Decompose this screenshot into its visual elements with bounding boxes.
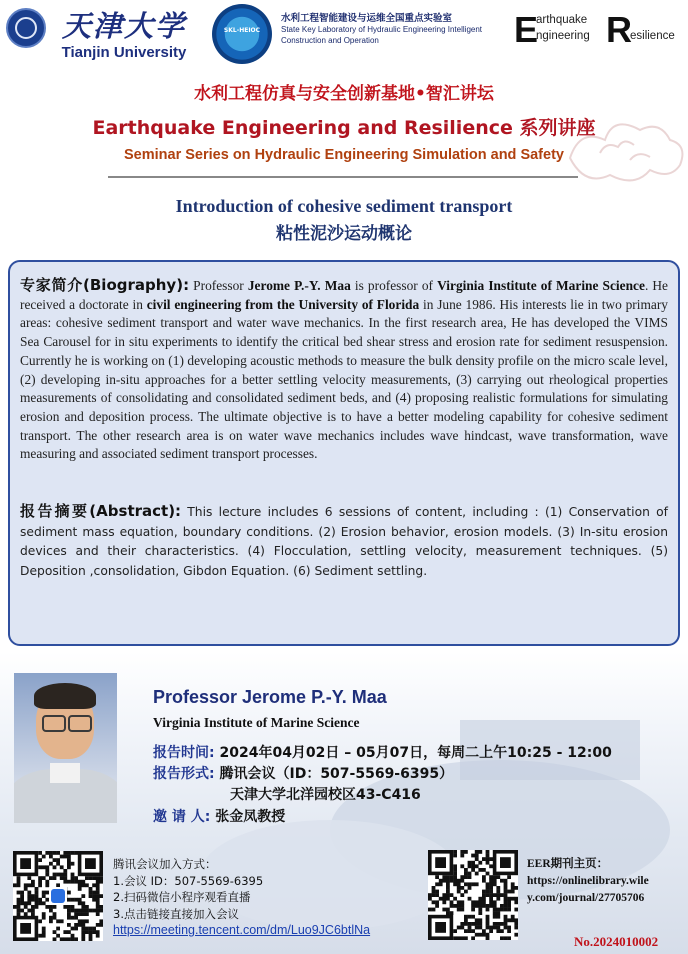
photo-glasses [68,715,92,732]
inviter-value: 张金凤教授 [210,809,286,825]
eer-logo-ngineering: ngineering [536,30,590,42]
lecture-venue: 天津大学北洋园校区43-C416 [230,787,421,803]
eer-logo-esilience: esilience [630,30,675,42]
talk-title-cn: 粘性泥沙运动概论 [276,224,412,244]
join-step-2: 2.扫码微信小程序观看直播 [113,890,251,904]
meeting-link[interactable]: https://meeting.tencent.com/dm/Luo9JC6btlNa [113,923,371,937]
eer-home-title: EER期刊主页： [527,858,609,870]
eer-journal-homepage [527,856,677,907]
poster-serial-number: No.2024010002 [574,934,659,949]
eer-logo-arthquake: arthquake [536,14,588,26]
lecture-format-value: 腾讯会议（ID：507-5569-6395） [214,766,454,782]
eer-home-link-2[interactable]: y.com/journal/27705706 [527,892,645,904]
state-key-lab-logo-icon [212,4,272,64]
abstract-text: This lecture includes 6 sessions of content, including : (1) Conservation of sediment mass equation, boundary conditions. (2) Erosion behavior, erosion models. (3) In-situ erosion devices and their characteristics. (4) Flocculation, settling velocity, measurement techniques. (5) Deposition ,consolidation, Gibdon Equation. (6) Sediment settling. [20,505,668,578]
photo-hair [34,683,96,709]
lecture-format-row [153,763,453,783]
eer-journal-qr-code-icon[interactable] [428,850,518,940]
university-name-en: Tianjin University [61,44,187,61]
lecture-time-row [153,742,612,762]
biography-text-2: is professor of [350,278,438,293]
biography-text-3: . He received a doctorate in [20,278,669,312]
biography-text-1: Professor [189,278,248,293]
eer-logo-e: E [514,9,539,50]
eer-logo-r: R [606,9,632,50]
join-step-1: 1.会议 ID：507-5569-6395 [113,873,264,888]
photo-collar [50,763,80,783]
series-title: Earthquake Engineering and Resilience 系列讲座 [92,117,596,139]
seminar-series-title: Seminar Series on Hydraulic Engineering Simulation and Safety [124,147,564,163]
photo-glasses [42,715,66,732]
tencent-meeting-qr-code-icon[interactable] [13,851,103,941]
abstract-paragraph [20,502,668,581]
join-instructions [113,856,263,922]
biography-degree: civil engineering from the University of Florida [146,296,420,312]
speaker-institution: Virginia Institute of Marine Science [153,715,360,730]
abstract-heading: 报告摘要(Abstract): [20,502,182,521]
forum-title: 水利工程仿真与安全创新基地•智汇讲坛 [194,84,494,104]
lab-logo-text: SKL-HEIOC [223,27,261,34]
biography-abstract-box [8,260,680,646]
lab-name-cn: 水利工程智能建设与运维全国重点实验室 [281,13,453,24]
university-name-cn: 天津大学 [61,9,186,43]
biography-speaker-name: Jerome P.-Y. Maa [247,278,351,293]
biography-text-4: in June 1986. His interests lie in two primary areas: cohesive sediment transport and water wave mechanics. In the first research area, He has developed the VIMS Sea Carousel for in situ experiments to identify the critical bed shear stress and erosion rate for sediment resuspension. Currently he is working on (1) developing acoustic methods to measure the bulk density profile on the micro scale level, (2) developing in-situ approaches for a better settling velocity measurements, (3) carrying out rheological properties measurements of consolidating and consolidated sediment beds, and (4) proposing realistic formulations for simulating erosion and deposition process. The ultimate objective is to have a better modeling capability for cohesive sediment transport. The other research area is on water wave mechanics includes wave hindcast, wave transformation, wave measuring and associated sediment transport processes. [20,296,668,462]
speaker-photo [14,673,117,823]
auspicious-cloud-decoration-icon [560,98,688,188]
lab-name-en: State Key Laboratory of Hydraulic Engineering Intelligent Construction and Operation [281,25,483,45]
biography-paragraph [20,276,668,464]
eer-home-link-1[interactable]: https://onlinelibrary.wile [527,875,649,887]
eer-logo [514,8,686,50]
join-title: 腾讯会议加入方式： [113,857,217,871]
tianjin-university-seal-icon [6,8,46,48]
lecture-time-label: 报告时间: [153,745,215,761]
inviter-row [153,806,285,826]
join-step-3: 3.点击链接直接加入会议 [113,906,239,921]
biography-institution: Virginia Institute of Marine Science [437,278,645,293]
biography-heading: 专家简介(Biography): [20,276,190,294]
speaker-name: Professor Jerome P.-Y. Maa [153,687,387,707]
inviter-label: 邀 请 人: [153,809,211,825]
lecture-format-label: 报告形式: [153,766,215,782]
talk-title-en: Introduction of cohesive sediment transport [175,196,513,216]
lecture-time-value: 2024年04月02日 – 05月07日，每周二上午10:25 - 12:00 [214,745,612,761]
title-divider [108,176,578,178]
